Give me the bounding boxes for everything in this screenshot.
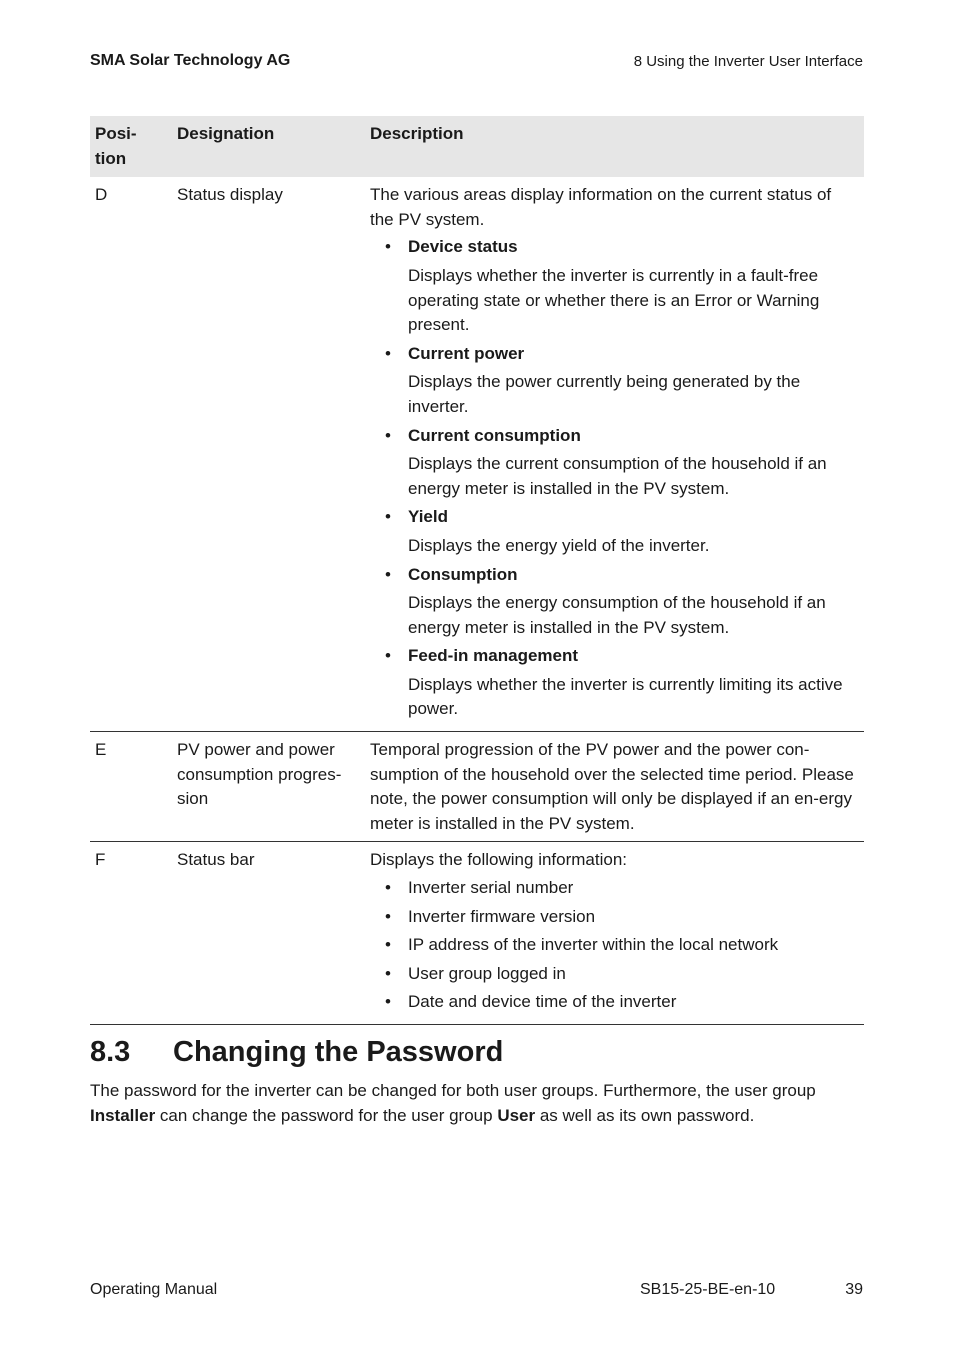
row-designation: Status bar	[177, 850, 255, 870]
list-item: • IP address of the inverter within the local network	[370, 933, 858, 958]
row-designation: PV power and power consumption progres-sion	[177, 740, 342, 809]
list-item	[370, 342, 858, 420]
row-description	[365, 842, 864, 1025]
item-text: Displays the current consumption of the household if an energy meter is installed in the PV system.	[408, 454, 827, 498]
header-chapter: 8 Using the Inverter User Interface	[633, 53, 863, 70]
table-row	[90, 177, 864, 731]
row-position: F	[95, 850, 106, 870]
paragraph-bold: User	[497, 1105, 536, 1125]
list-item: • Inverter firmware version	[370, 905, 858, 930]
row-intro: Displays the following information:	[370, 850, 628, 870]
table-row	[90, 842, 864, 1025]
paragraph-text: as well as its own password.	[535, 1105, 755, 1125]
row-description: Temporal progression of the PV power and the power con-sumption of the household over the selected time period. Please note, the power consumption will only be displayed if an en-ergy meter is installed in the PV system.	[370, 740, 854, 833]
list-item: • User group logged in	[370, 962, 858, 987]
item-title: • Current consumption	[408, 425, 581, 445]
item-text: Displays the energy consumption of the household if an energy meter is installed in the PV system.	[408, 593, 826, 637]
footer-manual: Operating Manual	[90, 1281, 218, 1298]
section-heading	[90, 1036, 503, 1069]
footer-document-code: SB15-25-BE-en-10	[640, 1281, 776, 1298]
status-bar-list	[370, 876, 858, 1015]
page-number: 39	[845, 1281, 863, 1298]
paragraph-text: can change the password for the user group	[155, 1105, 498, 1125]
list-item	[370, 424, 858, 502]
item-text: Displays whether the inverter is currently limiting its active power.	[408, 674, 843, 719]
header-description: Description	[365, 116, 864, 177]
header-designation: Designation	[172, 116, 365, 177]
section-paragraph	[90, 1079, 865, 1128]
status-items-list	[370, 235, 858, 722]
table-header-row	[90, 116, 864, 177]
item-title: • Yield	[408, 507, 448, 527]
item-text: Displays the power currently being generated by the inverter.	[408, 372, 801, 416]
item-title: • Current power	[408, 343, 525, 363]
section-title: Changing the Password	[173, 1036, 504, 1068]
header-company: SMA Solar Technology AG	[90, 52, 291, 69]
item-title: • Consumption	[408, 564, 518, 584]
row-description	[365, 177, 864, 731]
list-item	[370, 235, 858, 337]
list-item: • Inverter serial number	[370, 876, 858, 901]
row-position: E	[95, 740, 107, 760]
table-row	[90, 732, 864, 842]
item-title: • Feed-in management	[408, 646, 579, 666]
list-item: • Date and device time of the inverter	[370, 990, 858, 1015]
paragraph-bold: Installer	[90, 1105, 156, 1125]
paragraph-text: The password for the inverter can be changed for both user groups. Furthermore, the user group	[90, 1081, 816, 1100]
list-item	[370, 563, 858, 641]
description-table	[90, 116, 864, 1025]
list-item	[370, 505, 858, 558]
section-number: 8.3	[90, 1036, 131, 1068]
header-position: Posi- tion	[90, 116, 172, 177]
item-text: Displays whether the inverter is currently in a fault-free operating state or whether there is an Error or Warning present.	[408, 265, 820, 335]
row-designation: Status display	[177, 185, 283, 205]
row-position: D	[95, 185, 108, 205]
item-text: Displays the energy yield of the inverter.	[408, 535, 710, 555]
list-item	[370, 644, 858, 722]
row-intro: The various areas display information on the current status of the PV system.	[370, 185, 832, 229]
item-title: • Device status	[408, 237, 518, 257]
